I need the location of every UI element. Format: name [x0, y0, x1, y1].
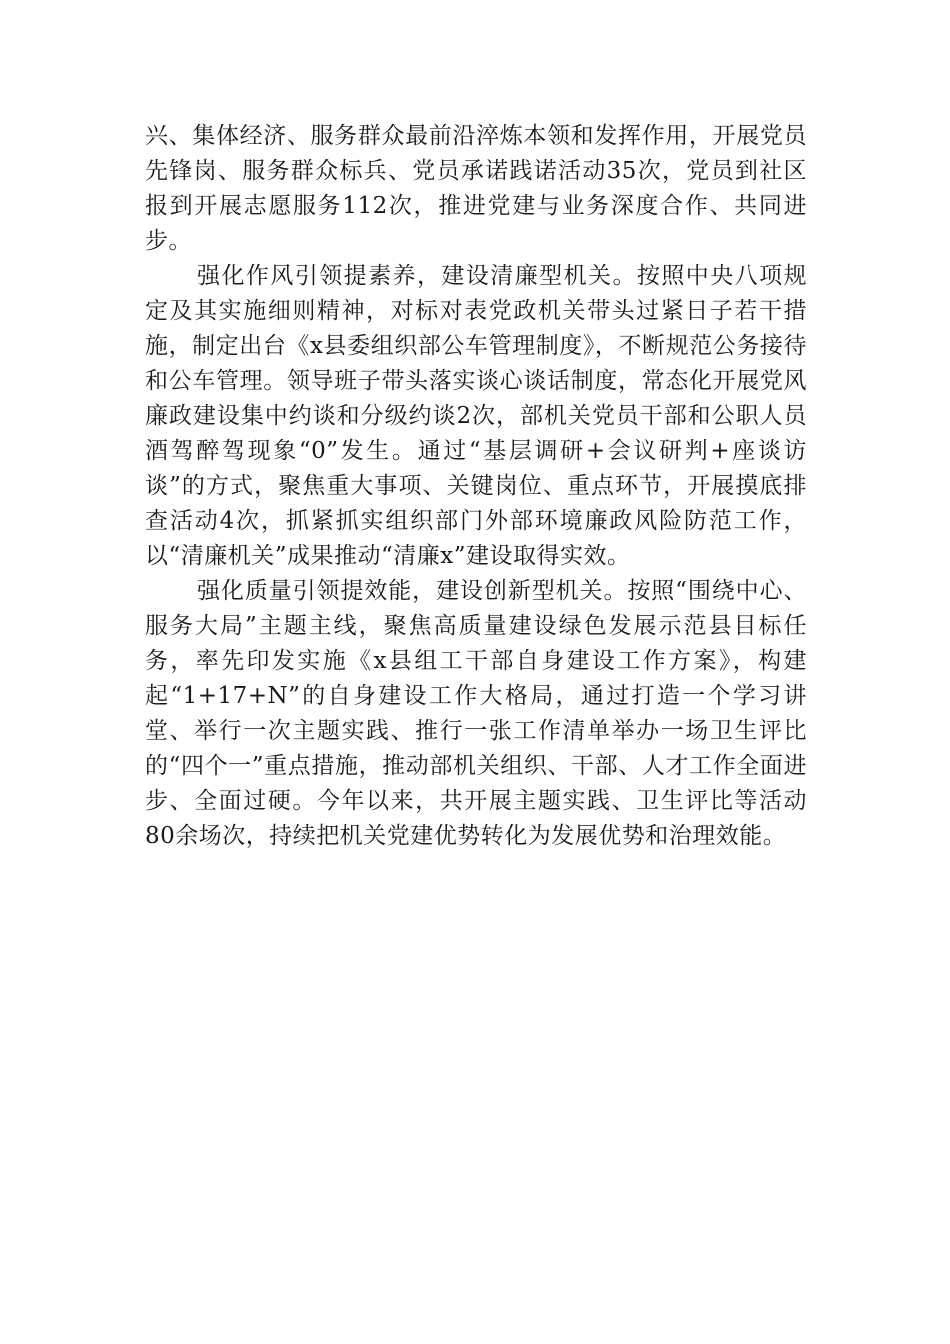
- paragraph-clean-organ: 强化作风引领提素养，建设清廉型机关。按照中央八项规定及其实施细则精神，对标对表党政机关带头过紧日子若干措施，制定出台《x县委组织部公车管理制度》，不断规范公务接待和公车管理。领导班子带头落实谈心谈话制度，常态化开展党风廉政建设集中约谈和分级约谈2次，部机关党员干部和公职人员酒驾醉驾现象“0”发生。通过“基层调研+会议研判+座谈访谈”的方式，聚焦重大事项、关键岗位、重点环节，开展摸底排查活动4次，抓紧抓实组织部门外部环境廉政风险防范工作，以“清廉机关”成果推动“清廉x”建设取得实效。: [145, 263, 807, 569]
- document-body: [145, 119, 807, 854]
- paragraph-innovative-organ: 强化质量引领提效能，建设创新型机关。按照“围绕中心、服务大局”主题主线，聚焦高质量建设绿色发展示范县目标任务，率先印发实施《x县组工干部自身建设工作方案》，构建起“1+17+N”的自身建设工作大格局，通过打造一个学习讲堂、举行一次主题实践、推行一张工作清单举办一场卫生评比的“四个一”重点措施，推动部机关组织、干部、人才工作全面进步、全面过硬。今年以来，共开展主题实践、卫生评比等活动80余场次，持续把机关党建优势转化为发展优势和治理效能。: [145, 578, 807, 849]
- paragraph-continuation: 兴、集体经济、服务群众最前沿淬炼本领和发挥作用，开展党员先锋岗、服务群众标兵、党员承诺践诺活动35次，党员到社区报到开展志愿服务112次，推进党建与业务深度合作、共同进步。: [145, 123, 807, 254]
